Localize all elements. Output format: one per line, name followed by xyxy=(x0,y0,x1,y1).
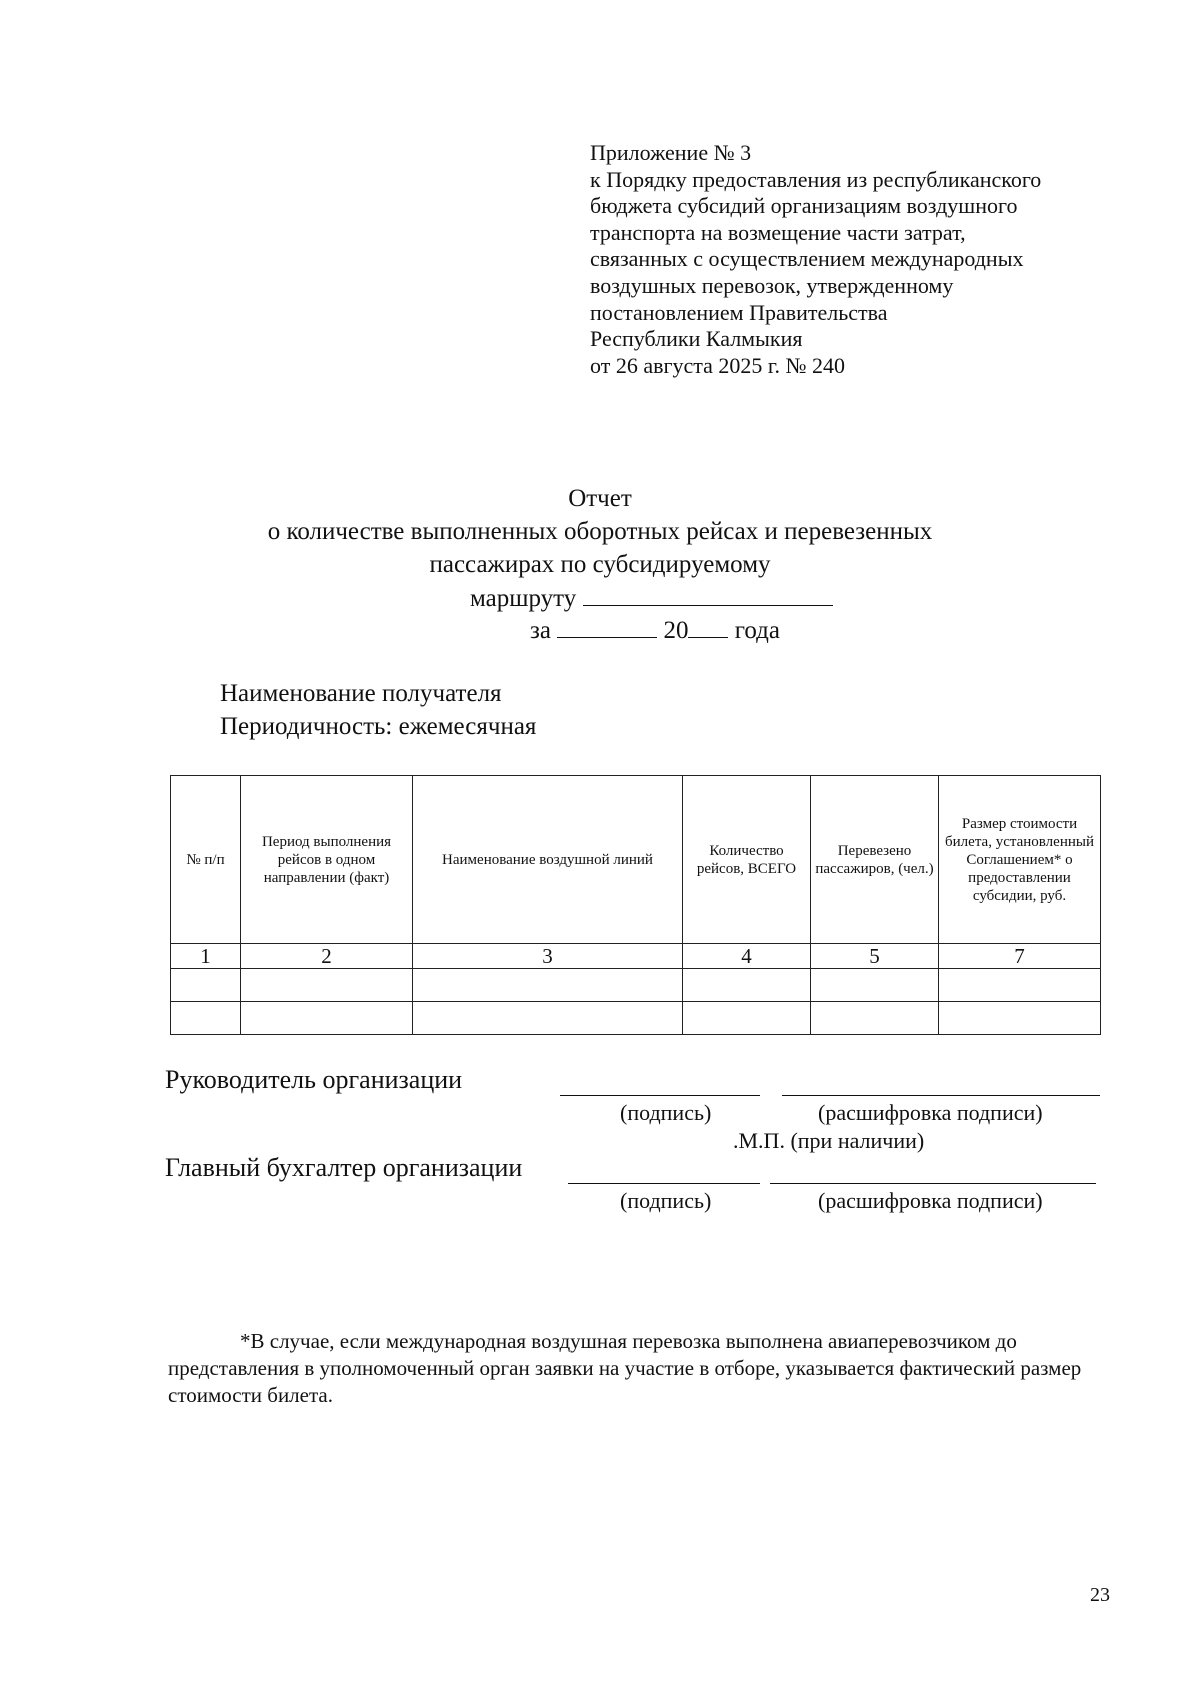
annex-line: Республики Калмыкия xyxy=(590,326,803,352)
period-line xyxy=(530,615,780,645)
table-cell xyxy=(811,969,939,1002)
annex-line: транспорта на возмещение части затрат, xyxy=(590,219,966,245)
table-row xyxy=(171,1002,1101,1035)
table-cell xyxy=(171,969,241,1002)
period-suffix: года xyxy=(734,617,780,644)
annex-line: постановлением Правительства xyxy=(590,299,888,325)
seal-caption: .М.П. (при наличии) xyxy=(733,1128,925,1153)
footnote xyxy=(168,1328,1128,1409)
period-year: 20 xyxy=(663,617,689,644)
table-cell xyxy=(683,969,811,1002)
accountant-signature-caption: (подпись) xyxy=(620,1188,712,1213)
table-cell xyxy=(939,1002,1101,1035)
column-number: 7 xyxy=(939,944,1101,969)
report-title: Отчет xyxy=(568,485,632,512)
annex-block xyxy=(590,140,1150,379)
route-line xyxy=(470,583,833,613)
column-number: 1 xyxy=(171,944,241,969)
table-row xyxy=(171,969,1101,1002)
table-cell xyxy=(413,969,683,1002)
header-flights-count: Количество рейсов, ВСЕГО xyxy=(683,776,811,944)
page-number: 23 xyxy=(1090,1584,1110,1606)
header-ticket-price: Размер стоимости билета, установленный Соглашением* о предоставлении субсидии, руб. xyxy=(939,776,1101,944)
accountant-decoding-caption: (расшифровка подписи) xyxy=(818,1188,1043,1213)
table-cell xyxy=(939,969,1101,1002)
annex-line: к Порядку предоставления из республиканского xyxy=(590,166,1042,192)
column-number: 5 xyxy=(811,944,939,969)
route-blank xyxy=(583,583,833,606)
column-number: 3 xyxy=(413,944,683,969)
header-number: № п/п xyxy=(171,776,241,944)
period-year-blank xyxy=(688,615,728,638)
table-cell xyxy=(171,1002,241,1035)
column-number: 2 xyxy=(241,944,413,969)
table-cell xyxy=(811,1002,939,1035)
report-table xyxy=(170,775,1101,1035)
accountant-signature-label: Главный бухгалтер организации xyxy=(165,1153,523,1182)
header-period: Период выполнения рейсов в одном направлении (факт) xyxy=(241,776,413,944)
head-signature-caption: (подпись) xyxy=(620,1100,712,1125)
head-decoding-line xyxy=(782,1095,1100,1096)
route-label: маршруту xyxy=(470,585,577,612)
table-cell xyxy=(683,1002,811,1035)
column-number-row xyxy=(171,944,1101,969)
head-decoding-caption: (расшифровка подписи) xyxy=(818,1100,1043,1125)
accountant-signature-line xyxy=(568,1183,760,1184)
period-prefix: за xyxy=(530,617,551,644)
annex-line: связанных с осуществлением международных xyxy=(590,246,1024,272)
header-airline-name: Наименование воздушной линий xyxy=(413,776,683,944)
column-number: 4 xyxy=(683,944,811,969)
table-cell xyxy=(241,1002,413,1035)
table-header-row xyxy=(171,776,1101,944)
head-signature-label: Руководитель организации xyxy=(165,1065,463,1094)
table-cell xyxy=(413,1002,683,1035)
report-subtitle-line2: пассажирах по субсидируемому xyxy=(429,551,771,578)
recipient-name-label: Наименование получателя xyxy=(220,680,502,707)
table-cell xyxy=(241,969,413,1002)
footnote-text: *В случае, если международная воздушная перевозка выполнена авиаперевозчиком до представления в уполномоченный орган заявки на участие в отборе, указывается фактический размер стоимости билета. xyxy=(168,1329,1082,1407)
annex-line: бюджета субсидий организациям воздушного xyxy=(590,193,1018,219)
annex-line: Приложение № 3 xyxy=(590,140,752,165)
periodicity-label: Периодичность: ежемесячная xyxy=(220,713,537,740)
annex-line: воздушных перевозок, утвержденному xyxy=(590,272,954,298)
accountant-decoding-line xyxy=(770,1183,1096,1184)
header-passengers: Перевезено пассажиров, (чел.) xyxy=(811,776,939,944)
period-month-blank xyxy=(557,615,657,638)
annex-line: от 26 августа 2025 г. № 240 xyxy=(590,352,845,378)
head-signature-line xyxy=(560,1095,760,1096)
report-subtitle-line1: о количестве выполненных оборотных рейсах и перевезенных xyxy=(267,518,933,545)
